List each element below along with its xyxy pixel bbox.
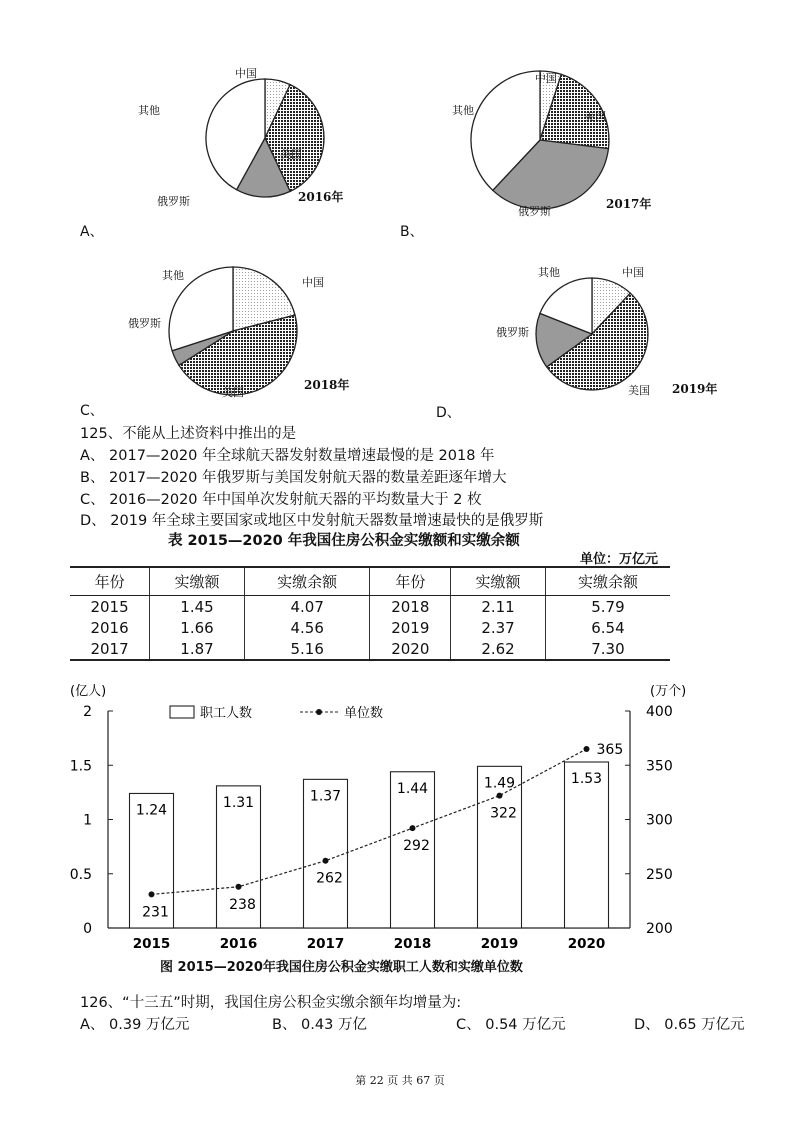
pie-label-china: 中国 — [535, 72, 557, 85]
line-value-label: 238 — [229, 896, 256, 913]
table-title: 表 2015—2020 年我国住房公积金实缴额和实缴余额 — [168, 533, 520, 549]
legend-bar-swatch — [170, 706, 194, 718]
q126-option-b[interactable]: B、 0.43 万亿 — [272, 1017, 367, 1033]
pie-label-usa: 美国 — [628, 384, 650, 397]
table-cell: 2016 — [90, 618, 129, 637]
table-row — [70, 596, 670, 618]
bar-value-label: 1.31 — [222, 794, 255, 811]
line-point — [584, 746, 590, 752]
table-cell: 1.66 — [150, 617, 245, 638]
table-header-row — [70, 567, 670, 596]
line-point — [410, 825, 416, 831]
table-cell: 2.11 — [451, 596, 546, 618]
pie-label-russia: 俄罗斯 — [157, 195, 190, 208]
bar-value-label: 1.37 — [309, 788, 342, 805]
chart-caption: 图 2015—2020年我国住房公积金实缴职工人数和实缴单位数 — [160, 960, 523, 975]
pie-year: 2018年 — [304, 378, 350, 392]
pie-label-russia: 俄罗斯 — [518, 205, 551, 218]
table-cell: 5.79 — [545, 596, 670, 618]
table-header: 实缴额 — [150, 567, 245, 596]
left-tick-label: 0.5 — [69, 866, 92, 883]
left-tick-label: 1.5 — [69, 758, 92, 775]
table-header: 实缴余额 — [244, 567, 370, 596]
left-tick-label: 0 — [83, 921, 92, 937]
combo-chart — [60, 683, 780, 973]
table-cell: 2018 — [370, 596, 451, 618]
pie-chart-2016 — [110, 60, 350, 220]
left-tick-label: 1 — [83, 812, 92, 829]
x-tick-label: 2015 — [132, 936, 171, 952]
table-cell: 7.30 — [545, 638, 670, 660]
pie-year: 2019年 — [672, 382, 718, 396]
table-cell: 5.16 — [244, 638, 370, 660]
table-row — [70, 617, 670, 638]
table-header: 实缴额 — [451, 567, 546, 596]
bar-value-label: 1.44 — [396, 780, 429, 797]
line-point — [236, 884, 242, 890]
line-point — [149, 891, 155, 897]
legend-bar-label: 职工人数 — [200, 706, 253, 721]
x-tick-label: 2016 — [219, 936, 258, 952]
q125-option-d[interactable]: D、 2019 年全球主要国家或地区中发射航天器数量增速最快的是俄罗斯 — [80, 513, 544, 529]
line-point — [497, 793, 503, 799]
line-value-label: 322 — [490, 805, 517, 822]
bar-value-label: 1.49 — [483, 775, 516, 792]
table-cell: 2015 — [90, 597, 129, 616]
pie-option-b: B、 — [400, 224, 424, 240]
line-value-label: 231 — [142, 904, 169, 921]
q125-option-a[interactable]: A、 2017—2020 年全球航天器发射数量增速最慢的是 2018 年 — [80, 448, 495, 464]
bar-value-label: 1.53 — [570, 770, 603, 787]
pie-chart-2017 — [440, 60, 670, 220]
page-footer: 第 22 页 共 67 页 — [355, 1074, 445, 1087]
pie-option-c: C、 — [80, 403, 104, 419]
line-point — [323, 858, 329, 864]
right-tick-label: 400 — [646, 704, 673, 720]
q126-option-c[interactable]: C、 0.54 万亿元 — [456, 1017, 566, 1033]
table-cell: 2020 — [370, 638, 451, 660]
right-unit: (万个) — [650, 684, 687, 699]
q126-option-a[interactable]: A、 0.39 万亿元 — [80, 1017, 190, 1033]
pie-year: 2016年 — [298, 190, 344, 204]
x-tick-label: 2019 — [480, 936, 519, 952]
pie-label-other: 其他 — [162, 269, 184, 282]
x-tick-label: 2017 — [306, 936, 345, 952]
left-tick-label: 2 — [83, 704, 92, 720]
x-tick-label: 2020 — [567, 936, 606, 952]
pie-label-usa: 美国 — [584, 110, 606, 123]
legend-line-marker — [316, 709, 322, 715]
table-cell: 4.07 — [244, 596, 370, 618]
table-header: 实缴余额 — [545, 567, 670, 596]
pie-label-other: 其他 — [138, 104, 160, 117]
right-tick-label: 250 — [646, 866, 673, 883]
table-cell: 2017 — [70, 638, 150, 660]
line-value-label: 365 — [596, 741, 624, 758]
table-cell: 2.62 — [451, 638, 546, 660]
left-unit: (亿人) — [70, 684, 107, 699]
legend-line-label: 单位数 — [344, 706, 384, 721]
pie-label-usa: 美国 — [222, 386, 244, 399]
table-header: 年份 — [370, 567, 451, 596]
table-cell: 1.45 — [150, 596, 245, 618]
q125-option-c[interactable]: C、 2016—2020 年中国单次发射航天器的平均数量大于 2 枚 — [80, 492, 482, 508]
table-unit: 单位：万亿元 — [580, 552, 659, 567]
table-row — [70, 638, 670, 660]
q125-option-b[interactable]: B、 2017—2020 年俄罗斯与美国发射航天器的数量差距逐年增大 — [80, 470, 507, 486]
table-cell: 1.87 — [150, 638, 245, 660]
x-tick-label: 2018 — [393, 936, 432, 952]
bar-value-label: 1.24 — [135, 802, 168, 819]
pie-label-china: 中国 — [622, 266, 644, 279]
pie-label-china: 中国 — [235, 67, 257, 80]
pie-year: 2017年 — [606, 197, 652, 211]
table-cell: 4.56 — [244, 617, 370, 638]
line-value-label: 292 — [403, 838, 430, 855]
right-tick-label: 300 — [646, 812, 673, 829]
right-tick-label: 200 — [646, 921, 673, 937]
pie-label-china: 中国 — [302, 276, 324, 289]
pie-chart-2018 — [118, 262, 388, 402]
pie-label-other: 其他 — [452, 104, 474, 117]
pie-label-usa: 美国 — [280, 148, 302, 161]
q126-stem: 126、“十三五”时期，我国住房公积金实缴余额年均增量为: — [80, 995, 462, 1011]
line-value-label: 262 — [316, 870, 343, 887]
pie-label-russia: 俄罗斯 — [128, 317, 161, 330]
table-cell: 2.37 — [451, 617, 546, 638]
pie-option-a: A、 — [80, 224, 104, 240]
pie-option-d: D、 — [436, 405, 461, 421]
data-table — [70, 566, 670, 661]
pie-label-russia: 俄罗斯 — [496, 326, 529, 339]
q126-option-d[interactable]: D、 0.65 万亿元 — [634, 1017, 745, 1033]
pie-label-other: 其他 — [538, 266, 560, 279]
right-tick-label: 350 — [646, 758, 673, 775]
pie-chart-2019 — [488, 262, 728, 402]
table-cell: 2019 — [370, 617, 451, 638]
table-cell: 6.54 — [545, 617, 670, 638]
q125-stem: 125、不能从上述资料中推出的是 — [80, 426, 297, 442]
table-header: 年份 — [70, 567, 150, 596]
